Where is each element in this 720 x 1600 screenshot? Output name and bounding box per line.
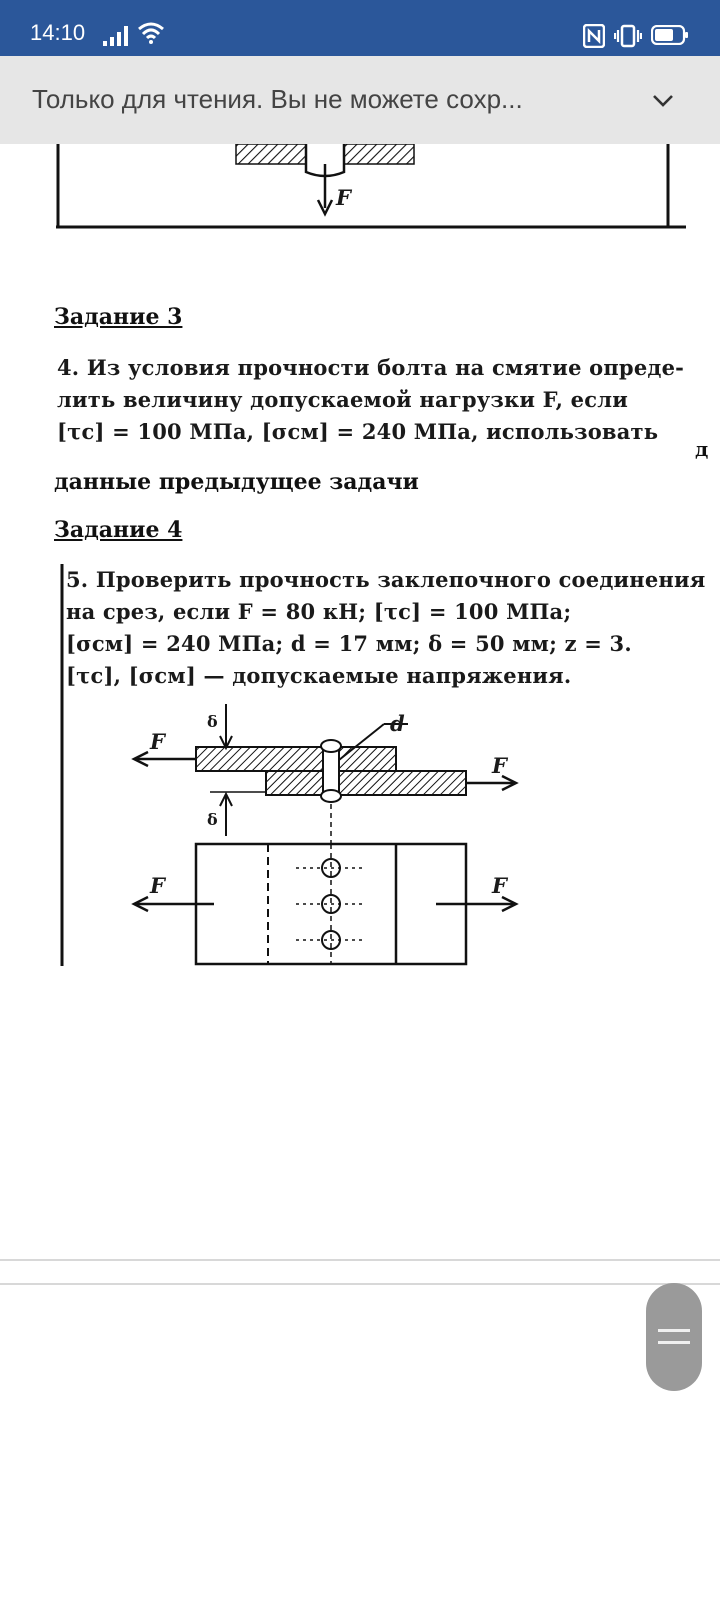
scroll-handle[interactable]	[646, 1283, 702, 1391]
page-separator	[0, 1259, 720, 1261]
force-label-left-top: F	[150, 729, 166, 754]
vibrate-icon	[614, 24, 642, 48]
task3-text	[57, 352, 684, 448]
force-label-right-top: F	[492, 753, 508, 778]
previous-figure-force-label: F	[336, 185, 352, 210]
wifi-icon	[138, 22, 164, 44]
rivet-joint-figure	[0, 564, 720, 974]
status-bar	[0, 0, 720, 56]
diameter-label: d	[390, 711, 405, 736]
force-label-left-bottom: F	[150, 873, 166, 898]
task4-line-2: на срез, если F = 80 кН; [τс] = 100 МПа;	[66, 599, 572, 624]
task3-heading: Задание 3	[54, 304, 183, 330]
chevron-down-icon[interactable]	[648, 86, 678, 116]
task3-margin-letter: д	[695, 437, 709, 461]
status-time: 14:10	[30, 20, 86, 45]
task3-line-1: 4. Из условия прочности болта на смятие опреде-	[57, 355, 685, 380]
previous-task-figure	[0, 144, 720, 244]
grip-line-icon	[658, 1329, 690, 1332]
battery-icon	[651, 25, 689, 45]
task4-line-1: 5. Проверить прочность заклепочного соединения	[66, 567, 706, 592]
task3-line-3: [τс] = 100 МПа, [σсм] = 240 МПа, использовать	[57, 419, 659, 444]
document-page	[0, 144, 720, 1284]
delta-label-top: δ	[207, 712, 218, 731]
force-label-right-bottom: F	[492, 873, 508, 898]
read-only-banner-text: Только для чтения. Вы не можете сохр...	[32, 84, 523, 114]
task3-continuation: данные предыдущее задачи	[54, 469, 419, 495]
grip-line-icon	[658, 1341, 690, 1344]
nfc-icon	[583, 24, 605, 48]
read-only-banner[interactable]	[0, 56, 720, 144]
signal-icon	[103, 26, 131, 46]
task4-line-4: [τс], [σсм] — допускаемые напряжения.	[66, 663, 572, 688]
delta-label-bottom: δ	[207, 810, 218, 829]
task4-heading: Задание 4	[54, 517, 183, 543]
task3-line-2: лить величину допускаемой нагрузки F, если	[57, 387, 629, 412]
page-separator	[0, 1283, 720, 1285]
task4-line-3: [σсм] = 240 МПа; d = 17 мм; δ = 50 мм; z = 3.	[66, 631, 632, 656]
